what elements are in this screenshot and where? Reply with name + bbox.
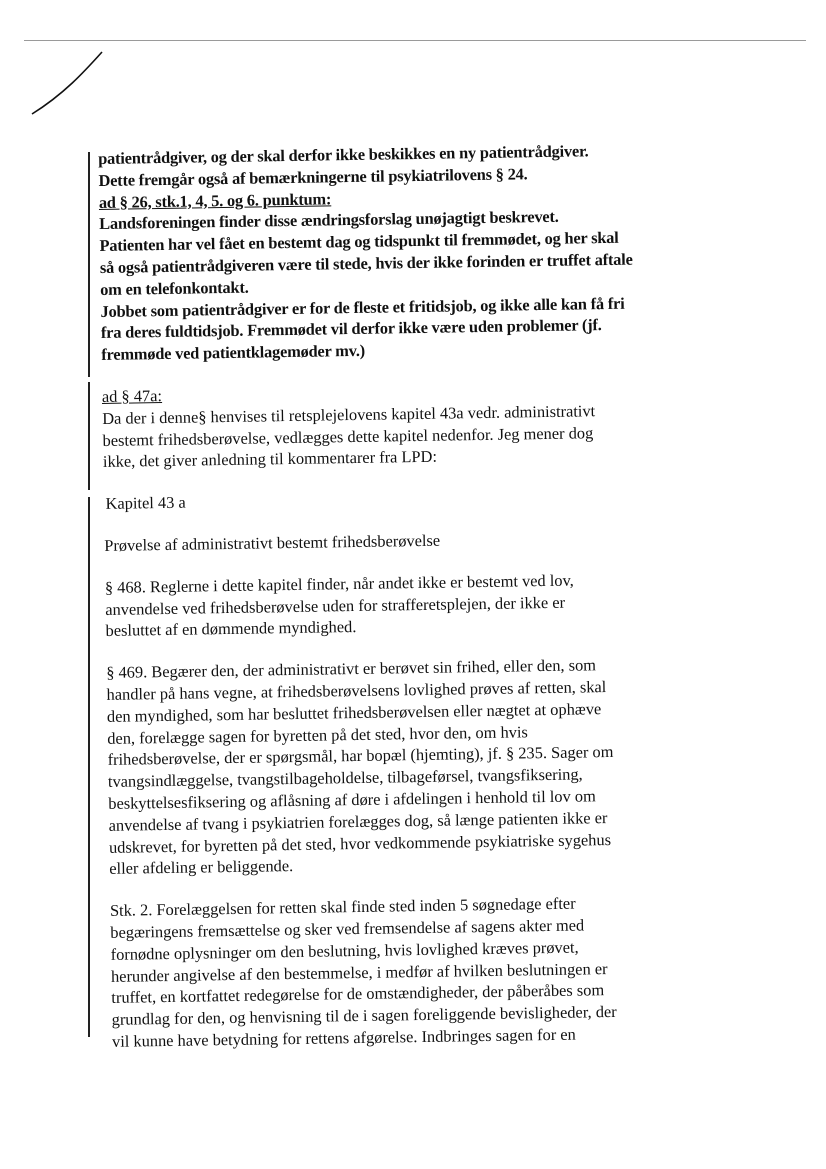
scan-edge-line	[24, 40, 806, 41]
margin-bar-2	[88, 382, 90, 490]
text-line: besluttet af en dømmende myndighed.	[105, 617, 357, 641]
text-line: herunder angivelse af den bestemmelse, i medfør af hvilken beslutningen er	[110, 958, 608, 986]
text-line: Da der i denne§ henvises til retsplejelovens kapitel 43a vedr. administrativt	[102, 400, 596, 428]
text-line: ikke, det giver anledning til kommentarer fra LPD:	[102, 447, 438, 472]
text-line: tvangsindlæggelse, tvangstilbageholdelse, tilbageførsel, tvangsfiksering,	[107, 764, 583, 792]
text-line: grundlag for den, og henvisning til de i sagen foreliggende bevisligheder, der	[111, 1002, 617, 1029]
text-line: anvendelse af tvang i psykiatrien forelægges dog, så længe patienten ikke er	[108, 807, 608, 835]
text-line: handler på hans vegne, at frihedsberøvelsens lovlighed prøves af retten, skal	[106, 677, 607, 704]
handwritten-slash-mark	[28, 50, 108, 120]
margin-bar-3	[88, 497, 90, 1037]
text-line: § 469. Begærer den, der administrativt er berøvet sin frihed, eller den, som	[106, 655, 597, 683]
text-line: § 468. Reglerne i dette kapitel finder, når andet ikke er bestemt ved lov,	[104, 570, 574, 597]
margin-bar-1	[88, 152, 90, 377]
text-line: udskrevet, for byretten på det sted, hvor vedkommende psykiatriske sygehus	[108, 829, 612, 857]
section-heading: ad § 26, stk.1, 4, 5. og 6. punktum:	[98, 188, 332, 212]
text-line: Jobbet som patientrådgiver er for de fleste et fritidsjob, og ikke alle kan få fri	[100, 293, 625, 321]
text-line: beskyttelsesfiksering og aflåsning af døre i afdelingen i henhold til lov om	[108, 786, 596, 813]
document-page	[98, 139, 702, 1053]
paragraph-469	[106, 653, 699, 880]
text-line: vil kunne have betydning for rettens afgørelse. Indbringes sagen for en	[111, 1024, 576, 1051]
text-line: den myndighed, som har besluttet frihedsberøvelsen eller nægtet at ophæve	[106, 698, 602, 726]
text-line: fra deres fuldtidsjob. Fremmødet vil derfor ikke være uden problemer (jf.	[100, 315, 602, 343]
section-psykiatrilov-24	[98, 139, 691, 366]
text-line: frihedsberøvelse, der er spørgsmål, har bopæl (hjemting), jf. § 235. Sager om	[107, 742, 614, 770]
text-line: Stk. 2. Forelæggelsen for retten skal finde sted inden 5 søgnedage efter	[109, 893, 576, 921]
chapter-title: Kapitel 43 a	[105, 492, 186, 514]
paragraph-stk-2	[110, 891, 702, 1053]
paragraph-468	[105, 567, 696, 642]
text-line: truffet, en kortfattet redegørelse for de omstændigheder, der påberåbes som	[111, 980, 605, 1008]
section-heading: ad § 47a:	[101, 385, 163, 406]
text-line: om en telefonkontakt.	[100, 277, 249, 299]
text-line: den, forelægge sagen for byretten på det sted, hvor den, om hvis	[107, 721, 528, 748]
chapter-subtitle: Prøvelse af administrativt bestemt frihedsberøvelse	[104, 530, 441, 555]
text-line: anvendelse ved frihedsberøvelse uden for strafferetsplejen, der ikke er	[105, 592, 566, 619]
text-line: fremmøde ved patientklagemøder mv.)	[101, 341, 366, 365]
text-line: eller afdeling er beliggende.	[109, 856, 294, 879]
text-line: fornødne oplysninger om den beslutning, hvis lovlighed kræves prøvet,	[110, 937, 579, 964]
text-line: patientrådgiver, og der skal derfor ikke beskikkes en ny patientrådgiver.	[98, 141, 589, 168]
text-line: bestemt frihedsberøvelse, vedlægges dette kapitel nedenfor. Jeg mener dog	[102, 422, 594, 450]
text-line: Patienten har vel fået en bestemt dag og tidspunkt til fremmødet, og her skal	[99, 228, 619, 256]
text-line: Dette fremgår også af bemærkningerne til psykiatrilovens § 24.	[98, 164, 528, 190]
section-47a	[102, 377, 693, 473]
text-line: begæringens fremsættelse og sker ved fremsendelse af sagens akter med	[110, 915, 585, 942]
text-line: så også patientrådgiveren være til stede, hvis der ikke forinden er truffet aftale	[99, 249, 633, 277]
text-line: Landsforeningen finder disse ændringsforslag unøjagtigt beskrevet.	[99, 207, 559, 234]
